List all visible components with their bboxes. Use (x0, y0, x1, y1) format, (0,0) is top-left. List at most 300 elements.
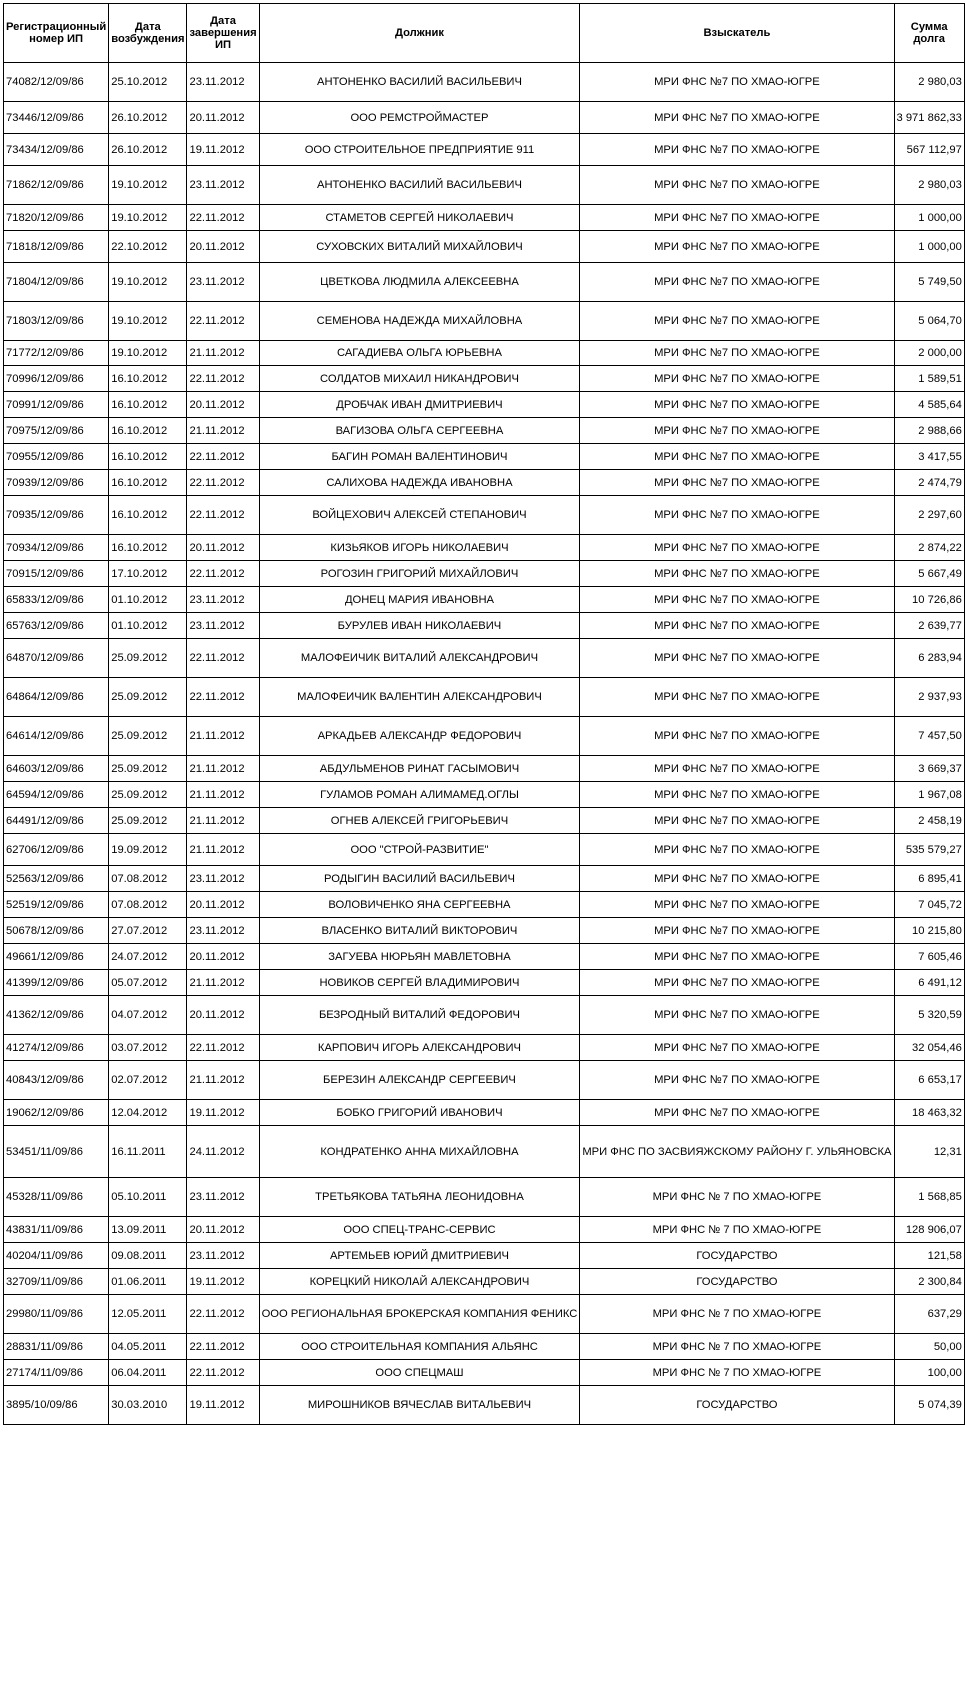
cell-debtor: АНТОНЕНКО ВАСИЛИЙ ВАСИЛЬЕВИЧ (259, 166, 580, 205)
table-row (4, 866, 965, 892)
table-row (4, 102, 965, 134)
cell-debt-sum: 2 474,79 (894, 470, 964, 496)
cell-end-date: 20.11.2012 (187, 996, 259, 1035)
cell-claimant: МРИ ФНС №7 ПО ХМАО-ЮГРЕ (580, 834, 894, 866)
cell-claimant: МРИ ФНС №7 ПО ХМАО-ЮГРЕ (580, 756, 894, 782)
cell-end-date: 21.11.2012 (187, 341, 259, 366)
cell-debt-sum: 2 988,66 (894, 418, 964, 444)
cell-debtor: ООО СПЕЦМАШ (259, 1360, 580, 1386)
cell-debt-sum: 10 215,80 (894, 918, 964, 944)
cell-start-date: 12.05.2011 (109, 1295, 187, 1334)
table-row (4, 366, 965, 392)
cell-claimant: МРИ ФНС №7 ПО ХМАО-ЮГРЕ (580, 1061, 894, 1100)
cell-claimant: МРИ ФНС №7 ПО ХМАО-ЮГРЕ (580, 678, 894, 717)
cell-debtor: ДОНЕЦ МАРИЯ ИВАНОВНА (259, 587, 580, 613)
table-row (4, 944, 965, 970)
cell-start-date: 06.04.2011 (109, 1360, 187, 1386)
table-row (4, 134, 965, 166)
cell-debt-sum: 10 726,86 (894, 587, 964, 613)
header-row (4, 4, 965, 63)
cell-claimant: МРИ ФНС № 7 ПО ХМАО-ЮГРЕ (580, 1295, 894, 1334)
cell-end-date: 23.11.2012 (187, 587, 259, 613)
cell-start-date: 05.10.2011 (109, 1178, 187, 1217)
cell-reg-number: 64491/12/09/86 (4, 808, 109, 834)
cell-debt-sum: 2 000,00 (894, 341, 964, 366)
cell-reg-number: 53451/11/09/86 (4, 1126, 109, 1178)
cell-reg-number: 52519/12/09/86 (4, 892, 109, 918)
cell-reg-number: 70934/12/09/86 (4, 535, 109, 561)
cell-end-date: 23.11.2012 (187, 166, 259, 205)
cell-start-date: 24.07.2012 (109, 944, 187, 970)
cell-debt-sum: 1 589,51 (894, 366, 964, 392)
table-row (4, 970, 965, 996)
cell-debt-sum: 2 297,60 (894, 496, 964, 535)
cell-debtor: ЦВЕТКОВА ЛЮДМИЛА АЛЕКСЕЕВНА (259, 263, 580, 302)
table-row (4, 1334, 965, 1360)
cell-reg-number: 71820/12/09/86 (4, 205, 109, 231)
cell-debtor: ОГНЕВ АЛЕКСЕЙ ГРИГОРЬЕВИЧ (259, 808, 580, 834)
table-row (4, 496, 965, 535)
cell-claimant: МРИ ФНС №7 ПО ХМАО-ЮГРЕ (580, 366, 894, 392)
cell-reg-number: 70955/12/09/86 (4, 444, 109, 470)
cell-end-date: 23.11.2012 (187, 918, 259, 944)
cell-debtor: ВАГИЗОВА ОЛЬГА СЕРГЕЕВНА (259, 418, 580, 444)
cell-debt-sum: 2 458,19 (894, 808, 964, 834)
cell-end-date: 20.11.2012 (187, 944, 259, 970)
table-row (4, 444, 965, 470)
cell-reg-number: 74082/12/09/86 (4, 63, 109, 102)
header-end-date: Дата завершения ИП (187, 4, 259, 63)
cell-debt-sum: 2 300,84 (894, 1269, 964, 1295)
cell-end-date: 20.11.2012 (187, 102, 259, 134)
cell-end-date: 21.11.2012 (187, 418, 259, 444)
table-row (4, 341, 965, 366)
cell-claimant: МРИ ФНС №7 ПО ХМАО-ЮГРЕ (580, 866, 894, 892)
cell-debtor: НОВИКОВ СЕРГЕЙ ВЛАДИМИРОВИЧ (259, 970, 580, 996)
cell-end-date: 21.11.2012 (187, 782, 259, 808)
cell-end-date: 22.11.2012 (187, 678, 259, 717)
table-row (4, 782, 965, 808)
table-row (4, 587, 965, 613)
cell-debt-sum: 3 417,55 (894, 444, 964, 470)
cell-claimant: МРИ ФНС №7 ПО ХМАО-ЮГРЕ (580, 535, 894, 561)
cell-debt-sum: 5 320,59 (894, 996, 964, 1035)
cell-debtor: АРТЕМЬЕВ ЮРИЙ ДМИТРИЕВИЧ (259, 1243, 580, 1269)
cell-debt-sum: 6 653,17 (894, 1061, 964, 1100)
cell-end-date: 21.11.2012 (187, 756, 259, 782)
cell-start-date: 19.10.2012 (109, 341, 187, 366)
table-row (4, 1243, 965, 1269)
cell-end-date: 19.11.2012 (187, 1100, 259, 1126)
table-row (4, 613, 965, 639)
cell-debtor: ООО РЕГИОНАЛЬНАЯ БРОКЕРСКАЯ КОМПАНИЯ ФЕНИКС (259, 1295, 580, 1334)
cell-start-date: 02.07.2012 (109, 1061, 187, 1100)
table-body (4, 63, 965, 1425)
cell-debt-sum: 2 980,03 (894, 63, 964, 102)
cell-start-date: 16.10.2012 (109, 418, 187, 444)
cell-debt-sum: 2 639,77 (894, 613, 964, 639)
cell-debt-sum: 50,00 (894, 1334, 964, 1360)
cell-start-date: 22.10.2012 (109, 231, 187, 263)
cell-start-date: 25.09.2012 (109, 639, 187, 678)
cell-end-date: 22.11.2012 (187, 639, 259, 678)
cell-debtor: БОБКО ГРИГОРИЙ ИВАНОВИЧ (259, 1100, 580, 1126)
cell-debt-sum: 128 906,07 (894, 1217, 964, 1243)
cell-reg-number: 41399/12/09/86 (4, 970, 109, 996)
cell-reg-number: 3895/10/09/86 (4, 1386, 109, 1425)
table-row (4, 166, 965, 205)
cell-end-date: 22.11.2012 (187, 470, 259, 496)
cell-claimant: МРИ ФНС №7 ПО ХМАО-ЮГРЕ (580, 102, 894, 134)
cell-claimant: МРИ ФНС №7 ПО ХМАО-ЮГРЕ (580, 1035, 894, 1061)
table-row (4, 302, 965, 341)
cell-claimant: МРИ ФНС №7 ПО ХМАО-ЮГРЕ (580, 166, 894, 205)
cell-end-date: 22.11.2012 (187, 561, 259, 587)
cell-start-date: 07.08.2012 (109, 866, 187, 892)
cell-claimant: МРИ ФНС №7 ПО ХМАО-ЮГРЕ (580, 561, 894, 587)
cell-claimant: МРИ ФНС № 7 ПО ХМАО-ЮГРЕ (580, 1217, 894, 1243)
cell-claimant: МРИ ФНС №7 ПО ХМАО-ЮГРЕ (580, 134, 894, 166)
cell-end-date: 22.11.2012 (187, 366, 259, 392)
cell-end-date: 21.11.2012 (187, 834, 259, 866)
cell-claimant: МРИ ФНС № 7 ПО ХМАО-ЮГРЕ (580, 1178, 894, 1217)
cell-end-date: 20.11.2012 (187, 1217, 259, 1243)
cell-start-date: 01.10.2012 (109, 587, 187, 613)
cell-debtor: МИРОШНИКОВ ВЯЧЕСЛАВ ВИТАЛЬЕВИЧ (259, 1386, 580, 1425)
cell-start-date: 16.10.2012 (109, 444, 187, 470)
cell-debtor: ООО СТРОИТЕЛЬНОЕ ПРЕДПРИЯТИЕ 911 (259, 134, 580, 166)
cell-claimant: МРИ ФНС №7 ПО ХМАО-ЮГРЕ (580, 970, 894, 996)
table-row (4, 470, 965, 496)
cell-claimant: МРИ ФНС ПО ЗАСВИЯЖСКОМУ РАЙОНУ Г. УЛЬЯНОВСКА (580, 1126, 894, 1178)
table-row (4, 892, 965, 918)
cell-start-date: 19.10.2012 (109, 263, 187, 302)
cell-reg-number: 73446/12/09/86 (4, 102, 109, 134)
cell-start-date: 01.06.2011 (109, 1269, 187, 1295)
cell-start-date: 16.11.2011 (109, 1126, 187, 1178)
table-row (4, 535, 965, 561)
cell-claimant: МРИ ФНС №7 ПО ХМАО-ЮГРЕ (580, 341, 894, 366)
cell-end-date: 22.11.2012 (187, 444, 259, 470)
table-row (4, 1100, 965, 1126)
cell-end-date: 23.11.2012 (187, 263, 259, 302)
cell-debt-sum: 6 491,12 (894, 970, 964, 996)
cell-start-date: 07.08.2012 (109, 892, 187, 918)
cell-end-date: 19.11.2012 (187, 1386, 259, 1425)
cell-debtor: ООО СПЕЦ-ТРАНС-СЕРВИС (259, 1217, 580, 1243)
cell-start-date: 01.10.2012 (109, 613, 187, 639)
cell-claimant: МРИ ФНС №7 ПО ХМАО-ЮГРЕ (580, 918, 894, 944)
cell-debtor: АРКАДЬЕВ АЛЕКСАНДР ФЕДОРОВИЧ (259, 717, 580, 756)
cell-claimant: МРИ ФНС №7 ПО ХМАО-ЮГРЕ (580, 613, 894, 639)
cell-reg-number: 62706/12/09/86 (4, 834, 109, 866)
cell-debtor: КИЗЬЯКОВ ИГОРЬ НИКОЛАЕВИЧ (259, 535, 580, 561)
cell-claimant: МРИ ФНС №7 ПО ХМАО-ЮГРЕ (580, 587, 894, 613)
cell-debtor: ДРОБЧАК ИВАН ДМИТРИЕВИЧ (259, 392, 580, 418)
enforcement-proceedings-table (3, 3, 965, 1425)
cell-reg-number: 40204/11/09/86 (4, 1243, 109, 1269)
table-row (4, 231, 965, 263)
header-debtor: Должник (259, 4, 580, 63)
cell-start-date: 03.07.2012 (109, 1035, 187, 1061)
cell-claimant: МРИ ФНС №7 ПО ХМАО-ЮГРЕ (580, 231, 894, 263)
cell-start-date: 26.10.2012 (109, 102, 187, 134)
cell-reg-number: 71818/12/09/86 (4, 231, 109, 263)
cell-end-date: 20.11.2012 (187, 535, 259, 561)
cell-start-date: 17.10.2012 (109, 561, 187, 587)
cell-reg-number: 70935/12/09/86 (4, 496, 109, 535)
cell-debt-sum: 1 967,08 (894, 782, 964, 808)
cell-reg-number: 29980/11/09/86 (4, 1295, 109, 1334)
cell-debt-sum: 7 457,50 (894, 717, 964, 756)
cell-end-date: 23.11.2012 (187, 1178, 259, 1217)
table-row (4, 1295, 965, 1334)
table-row (4, 1269, 965, 1295)
cell-end-date: 20.11.2012 (187, 392, 259, 418)
cell-claimant: ГОСУДАРСТВО (580, 1243, 894, 1269)
cell-end-date: 21.11.2012 (187, 970, 259, 996)
cell-end-date: 22.11.2012 (187, 1035, 259, 1061)
cell-end-date: 23.11.2012 (187, 866, 259, 892)
cell-debtor: САГАДИЕВА ОЛЬГА ЮРЬЕВНА (259, 341, 580, 366)
cell-claimant: ГОСУДАРСТВО (580, 1269, 894, 1295)
cell-debtor: ООО СТРОИТЕЛЬНАЯ КОМПАНИЯ АЛЬЯНС (259, 1334, 580, 1360)
cell-debt-sum: 5 074,39 (894, 1386, 964, 1425)
table-header (4, 4, 965, 63)
table-row (4, 1360, 965, 1386)
cell-claimant: МРИ ФНС №7 ПО ХМАО-ЮГРЕ (580, 263, 894, 302)
cell-debt-sum: 2 980,03 (894, 166, 964, 205)
cell-start-date: 25.09.2012 (109, 808, 187, 834)
cell-reg-number: 71772/12/09/86 (4, 341, 109, 366)
cell-debtor: АНТОНЕНКО ВАСИЛИЙ ВАСИЛЬЕВИЧ (259, 63, 580, 102)
cell-debt-sum: 12,31 (894, 1126, 964, 1178)
cell-start-date: 04.05.2011 (109, 1334, 187, 1360)
cell-reg-number: 65833/12/09/86 (4, 587, 109, 613)
cell-reg-number: 40843/12/09/86 (4, 1061, 109, 1100)
cell-reg-number: 41274/12/09/86 (4, 1035, 109, 1061)
cell-debtor: РОГОЗИН ГРИГОРИЙ МИХАЙЛОВИЧ (259, 561, 580, 587)
cell-reg-number: 32709/11/09/86 (4, 1269, 109, 1295)
cell-end-date: 23.11.2012 (187, 613, 259, 639)
table-row (4, 756, 965, 782)
cell-start-date: 04.07.2012 (109, 996, 187, 1035)
table-row (4, 678, 965, 717)
cell-debtor: АБДУЛЬМЕНОВ РИНАТ ГАСЫМОВИЧ (259, 756, 580, 782)
cell-reg-number: 70996/12/09/86 (4, 366, 109, 392)
cell-debtor: СЕМЕНОВА НАДЕЖДА МИХАЙЛОВНА (259, 302, 580, 341)
table-row (4, 1217, 965, 1243)
cell-debtor: ВЛАСЕНКО ВИТАЛИЙ ВИКТОРОВИЧ (259, 918, 580, 944)
cell-debtor: ЗАГУЕВА НЮРЬЯН МАВЛЕТОВНА (259, 944, 580, 970)
cell-claimant: МРИ ФНС № 7 ПО ХМАО-ЮГРЕ (580, 1360, 894, 1386)
cell-debt-sum: 6 283,94 (894, 639, 964, 678)
cell-claimant: ГОСУДАРСТВО (580, 1386, 894, 1425)
table-row (4, 1061, 965, 1100)
cell-reg-number: 28831/11/09/86 (4, 1334, 109, 1360)
cell-end-date: 22.11.2012 (187, 1334, 259, 1360)
cell-debtor: БЕЗРОДНЫЙ ВИТАЛИЙ ФЕДОРОВИЧ (259, 996, 580, 1035)
cell-reg-number: 52563/12/09/86 (4, 866, 109, 892)
cell-end-date: 23.11.2012 (187, 1243, 259, 1269)
cell-end-date: 24.11.2012 (187, 1126, 259, 1178)
cell-start-date: 19.10.2012 (109, 302, 187, 341)
cell-debt-sum: 32 054,46 (894, 1035, 964, 1061)
cell-reg-number: 70991/12/09/86 (4, 392, 109, 418)
cell-debtor: КОНДРАТЕНКО АННА МИХАЙЛОВНА (259, 1126, 580, 1178)
cell-end-date: 22.11.2012 (187, 1360, 259, 1386)
cell-reg-number: 27174/11/09/86 (4, 1360, 109, 1386)
cell-start-date: 19.10.2012 (109, 205, 187, 231)
cell-start-date: 26.10.2012 (109, 134, 187, 166)
cell-start-date: 27.07.2012 (109, 918, 187, 944)
cell-reg-number: 71803/12/09/86 (4, 302, 109, 341)
cell-reg-number: 64594/12/09/86 (4, 782, 109, 808)
cell-reg-number: 64603/12/09/86 (4, 756, 109, 782)
cell-debtor: КОРЕЦКИЙ НИКОЛАЙ АЛЕКСАНДРОВИЧ (259, 1269, 580, 1295)
cell-debtor: СОЛДАТОВ МИХАИЛ НИКАНДРОВИЧ (259, 366, 580, 392)
cell-debt-sum: 100,00 (894, 1360, 964, 1386)
cell-claimant: МРИ ФНС №7 ПО ХМАО-ЮГРЕ (580, 996, 894, 1035)
cell-end-date: 22.11.2012 (187, 302, 259, 341)
cell-debtor: СУХОВСКИХ ВИТАЛИЙ МИХАЙЛОВИЧ (259, 231, 580, 263)
cell-debtor: РОДЫГИН ВАСИЛИЙ ВАСИЛЬЕВИЧ (259, 866, 580, 892)
cell-debt-sum: 3 669,37 (894, 756, 964, 782)
cell-start-date: 13.09.2011 (109, 1217, 187, 1243)
cell-claimant: МРИ ФНС №7 ПО ХМАО-ЮГРЕ (580, 63, 894, 102)
table-row (4, 834, 965, 866)
cell-debtor: МАЛОФЕИЧИК ВАЛЕНТИН АЛЕКСАНДРОВИЧ (259, 678, 580, 717)
cell-claimant: МРИ ФНС №7 ПО ХМАО-ЮГРЕ (580, 496, 894, 535)
cell-reg-number: 70975/12/09/86 (4, 418, 109, 444)
cell-debtor: ООО РЕМСТРОЙМАСТЕР (259, 102, 580, 134)
cell-start-date: 25.09.2012 (109, 717, 187, 756)
cell-start-date: 25.09.2012 (109, 782, 187, 808)
table-row (4, 418, 965, 444)
cell-claimant: МРИ ФНС №7 ПО ХМАО-ЮГРЕ (580, 392, 894, 418)
table-row (4, 717, 965, 756)
table-row (4, 639, 965, 678)
table-row (4, 918, 965, 944)
cell-reg-number: 71804/12/09/86 (4, 263, 109, 302)
cell-debtor: СТАМЕТОВ СЕРГЕЙ НИКОЛАЕВИЧ (259, 205, 580, 231)
cell-claimant: МРИ ФНС № 7 ПО ХМАО-ЮГРЕ (580, 1334, 894, 1360)
table-row (4, 63, 965, 102)
cell-claimant: МРИ ФНС №7 ПО ХМАО-ЮГРЕ (580, 892, 894, 918)
cell-debt-sum: 7 045,72 (894, 892, 964, 918)
cell-end-date: 19.11.2012 (187, 1269, 259, 1295)
cell-claimant: МРИ ФНС №7 ПО ХМАО-ЮГРЕ (580, 808, 894, 834)
cell-debt-sum: 5 749,50 (894, 263, 964, 302)
cell-reg-number: 43831/11/09/86 (4, 1217, 109, 1243)
cell-reg-number: 70939/12/09/86 (4, 470, 109, 496)
cell-debt-sum: 18 463,32 (894, 1100, 964, 1126)
cell-debt-sum: 1 000,00 (894, 231, 964, 263)
table-row (4, 1035, 965, 1061)
cell-debt-sum: 7 605,46 (894, 944, 964, 970)
table-row (4, 263, 965, 302)
cell-end-date: 20.11.2012 (187, 231, 259, 263)
cell-debt-sum: 3 971 862,33 (894, 102, 964, 134)
cell-start-date: 25.09.2012 (109, 756, 187, 782)
table-row (4, 996, 965, 1035)
table-row (4, 1386, 965, 1425)
cell-debtor: БЕРЕЗИН АЛЕКСАНДР СЕРГЕЕВИЧ (259, 1061, 580, 1100)
cell-debtor: ВОЛОВИЧЕНКО ЯНА СЕРГЕЕВНА (259, 892, 580, 918)
cell-start-date: 12.04.2012 (109, 1100, 187, 1126)
cell-end-date: 21.11.2012 (187, 1061, 259, 1100)
cell-reg-number: 50678/12/09/86 (4, 918, 109, 944)
cell-end-date: 22.11.2012 (187, 205, 259, 231)
cell-reg-number: 49661/12/09/86 (4, 944, 109, 970)
cell-end-date: 20.11.2012 (187, 892, 259, 918)
cell-reg-number: 70915/12/09/86 (4, 561, 109, 587)
cell-debt-sum: 6 895,41 (894, 866, 964, 892)
cell-debt-sum: 5 064,70 (894, 302, 964, 341)
cell-start-date: 05.07.2012 (109, 970, 187, 996)
cell-reg-number: 64864/12/09/86 (4, 678, 109, 717)
cell-reg-number: 65763/12/09/86 (4, 613, 109, 639)
cell-debt-sum: 637,29 (894, 1295, 964, 1334)
cell-start-date: 19.10.2012 (109, 166, 187, 205)
cell-start-date: 16.10.2012 (109, 496, 187, 535)
cell-reg-number: 64870/12/09/86 (4, 639, 109, 678)
cell-debtor: БАГИН РОМАН ВАЛЕНТИНОВИЧ (259, 444, 580, 470)
cell-claimant: МРИ ФНС №7 ПО ХМАО-ЮГРЕ (580, 944, 894, 970)
cell-start-date: 16.10.2012 (109, 392, 187, 418)
cell-start-date: 30.03.2010 (109, 1386, 187, 1425)
cell-claimant: МРИ ФНС №7 ПО ХМАО-ЮГРЕ (580, 639, 894, 678)
cell-reg-number: 41362/12/09/86 (4, 996, 109, 1035)
cell-claimant: МРИ ФНС №7 ПО ХМАО-ЮГРЕ (580, 1100, 894, 1126)
cell-reg-number: 45328/11/09/86 (4, 1178, 109, 1217)
cell-start-date: 16.10.2012 (109, 366, 187, 392)
cell-claimant: МРИ ФНС №7 ПО ХМАО-ЮГРЕ (580, 444, 894, 470)
cell-reg-number: 64614/12/09/86 (4, 717, 109, 756)
cell-debtor: САЛИХОВА НАДЕЖДА ИВАНОВНА (259, 470, 580, 496)
cell-debtor: ООО "СТРОЙ-РАЗВИТИЕ" (259, 834, 580, 866)
cell-debt-sum: 5 667,49 (894, 561, 964, 587)
cell-debt-sum: 535 579,27 (894, 834, 964, 866)
cell-claimant: МРИ ФНС №7 ПО ХМАО-ЮГРЕ (580, 302, 894, 341)
cell-claimant: МРИ ФНС №7 ПО ХМАО-ЮГРЕ (580, 782, 894, 808)
cell-debtor: МАЛОФЕИЧИК ВИТАЛИЙ АЛЕКСАНДРОВИЧ (259, 639, 580, 678)
header-reg-number: Регистрационный номер ИП (4, 4, 109, 63)
cell-claimant: МРИ ФНС №7 ПО ХМАО-ЮГРЕ (580, 205, 894, 231)
cell-debtor: КАРПОВИЧ ИГОРЬ АЛЕКСАНДРОВИЧ (259, 1035, 580, 1061)
cell-debt-sum: 121,58 (894, 1243, 964, 1269)
proceedings-table-container (3, 3, 965, 1425)
cell-start-date: 19.09.2012 (109, 834, 187, 866)
header-claimant: Взыскатель (580, 4, 894, 63)
table-row (4, 205, 965, 231)
cell-start-date: 16.10.2012 (109, 535, 187, 561)
cell-debt-sum: 2 937,93 (894, 678, 964, 717)
cell-claimant: МРИ ФНС №7 ПО ХМАО-ЮГРЕ (580, 717, 894, 756)
cell-end-date: 21.11.2012 (187, 717, 259, 756)
cell-reg-number: 19062/12/09/86 (4, 1100, 109, 1126)
table-row (4, 1178, 965, 1217)
cell-start-date: 16.10.2012 (109, 470, 187, 496)
cell-debtor: ВОЙЦЕХОВИЧ АЛЕКСЕЙ СТЕПАНОВИЧ (259, 496, 580, 535)
cell-claimant: МРИ ФНС №7 ПО ХМАО-ЮГРЕ (580, 470, 894, 496)
cell-end-date: 22.11.2012 (187, 496, 259, 535)
header-start-date: Дата возбуждения (109, 4, 187, 63)
cell-start-date: 09.08.2011 (109, 1243, 187, 1269)
table-row (4, 392, 965, 418)
cell-reg-number: 73434/12/09/86 (4, 134, 109, 166)
cell-reg-number: 71862/12/09/86 (4, 166, 109, 205)
